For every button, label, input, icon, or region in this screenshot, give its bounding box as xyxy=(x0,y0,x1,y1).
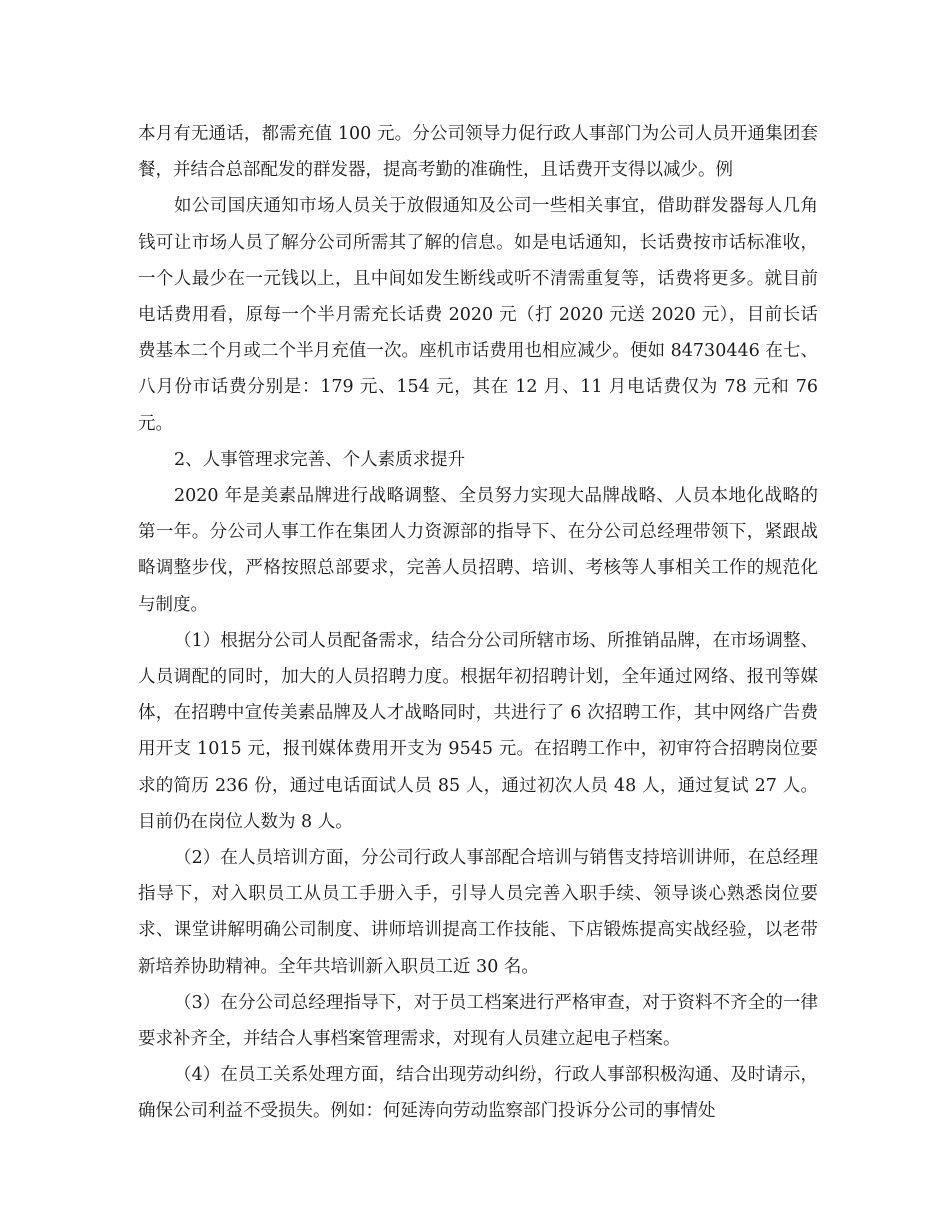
section-heading-hr-management: 2、人事管理求完善、个人素质求提升 xyxy=(174,449,466,470)
paragraph-recruitment: （1）根据分公司人员配备需求，结合分公司所辖市场、所推销品牌，在市场调整、人员调配的同时，加大的人员招聘力度。根据年初招聘计划，全年通过网络、报刊等媒体，在招聘中宣传美素品牌及人才战略同时，共进行了 6 次招聘工作，其中网络广告费用开支 1015 元，报刊媒体费用开支为 9545 元。在招聘工作中，初审符合招聘岗位要求的简历 236 份，通过电话面试人员 85 人，通过初次人员 48 人，通过复试 27 人。目前仍在岗位人数为 8 人。 xyxy=(138,630,818,832)
paragraph-employee-relations: （4）在员工关系处理方面，结合出现劳动纠纷，行政人事部积极沟通、及时请示，确保公司利益不受损失。例如：何延涛向劳动监察部门投诉分公司的事情处 xyxy=(138,1065,818,1122)
document-body xyxy=(138,116,818,1130)
paragraph-training: （2）在人员培训方面，分公司行政人事部配合培训与销售支持培训讲师，在总经理指导下，对入职员工从员工手册入手，引导人员完善入职手续、领导谈心熟悉岗位要求、课堂讲解明确公司制度、讲师培训提高工作技能、下店锻炼提高实战经验，以老带新培养协助精神。全年共培训新入职员工近 30 名。 xyxy=(138,848,818,977)
paragraph-phone-fee-example: 如公司国庆通知市场人员关于放假通知及公司一些相关事宜，借助群发器每人几角钱可让市场人员了解分公司所需其了解的信息。如是电话通知，长话费按市话标准收，一个人最少在一元钱以上，且中间如发生断线或听不清需重复等，话费将更多。就目前电话费用看，原每一个半月需充长话费 2020 元（打 2020 元送 2020 元），目前长话费基本二个月或二个半月充值一次。座机市话费用也相应减少。便如 84730446 在七、八月份市话费分别是：179 元、154 元，其在 12 月、11 月电话费仅为 78 元和 76 元。 xyxy=(138,196,818,434)
paragraph-strategy-intro: 2020 年是美素品牌进行战略调整、全员努力实现大品牌战略、人员本地化战略的第一年。分公司人事工作在集团人力资源部的指导下、在分公司总经理带领下，紧跟战略调整步伐，严格按照总部要求，完善人员招聘、培训、考核等人事相关工作的规范化与制度。 xyxy=(138,486,818,615)
paragraph-continuation: 本月有无通话，都需充值 100 元。分公司领导力促行政人事部门为公司人员开通集团套餐，并结合总部配发的群发器，提高考勤的准确性，且话费开支得以减少。例 xyxy=(138,124,818,181)
paragraph-archives: （3）在分公司总经理指导下，对于员工档案进行严格审查，对于资料不齐全的一律要求补齐全，并结合人事档案管理需求，对现有人员建立起电子档案。 xyxy=(138,992,818,1050)
